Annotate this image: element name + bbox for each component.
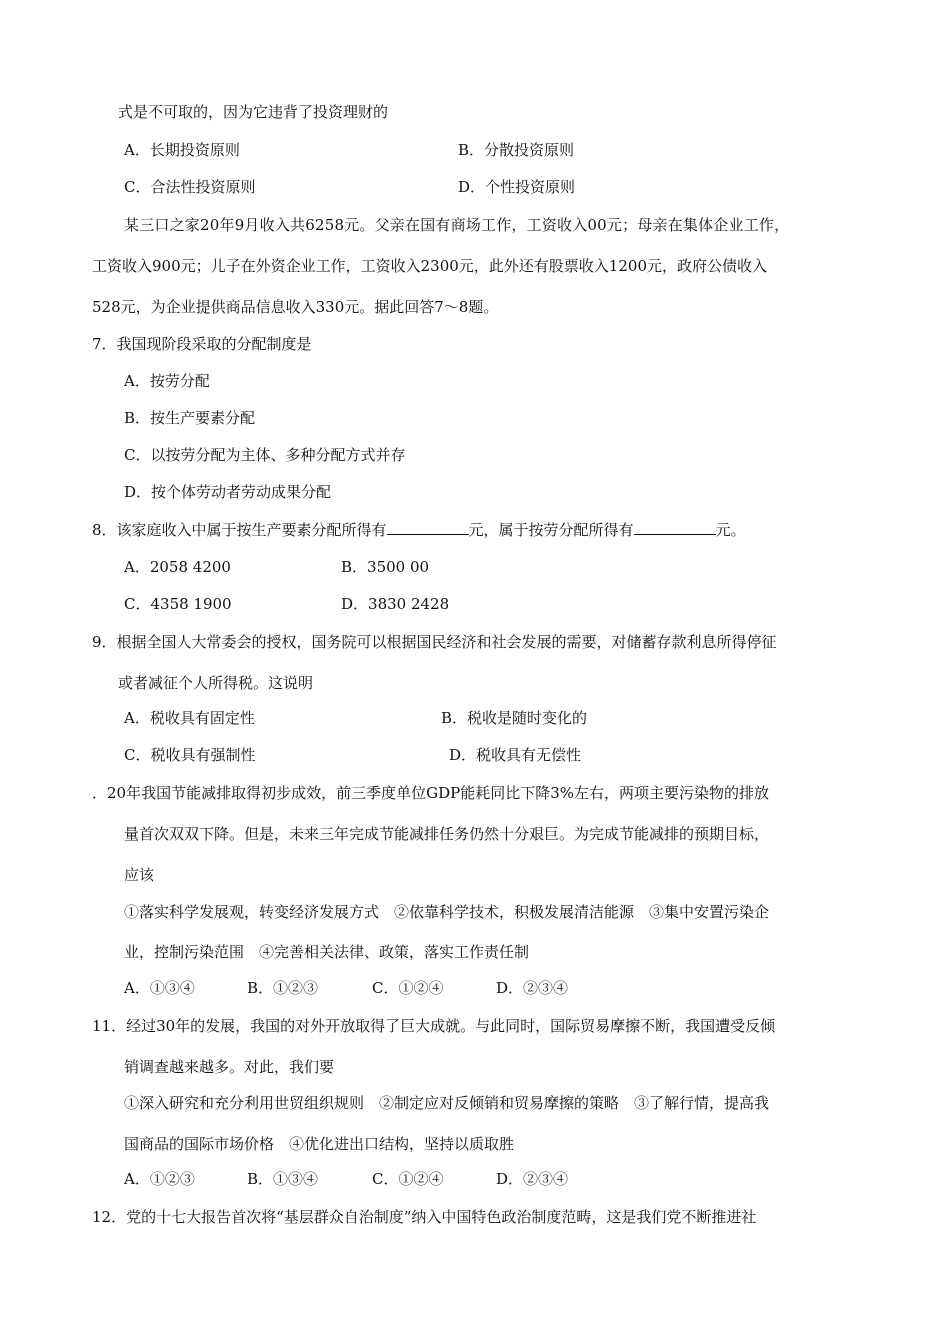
q10-items-line-2: 业，控制污染范围 ④完善相关法律、政策，落实工作责任制	[124, 943, 530, 961]
q11-items-line-2: 国商品的国际市场价格 ④优化进出口结构，坚持以质取胜	[124, 1135, 515, 1153]
q10-items-line-1: ①落实科学发展观，转变经济发展方式 ②依靠科学技术，积极发展清洁能源 ③集中安置污染企	[124, 903, 770, 921]
q9-stem-line-2: 或者减征个人所得税。这说明	[118, 674, 314, 692]
q11-stem-line-2: 销调查越来越多。对此，我们要	[124, 1058, 335, 1076]
q9-stem-line-1: 9．根据全国人大常委会的授权，国务院可以根据国民经济和社会发展的需要，对储蓄存款利息所得停征	[92, 633, 777, 651]
q8-answer-blank-2[interactable]	[634, 520, 716, 535]
q9-option-d: D．税收具有无偿性	[449, 746, 582, 764]
q6-stem-end: 式是不可取的，因为它违背了投资理财的	[118, 103, 389, 121]
q11-option-b: B．①③④	[247, 1170, 319, 1188]
q6-option-c: C．合法性投资原则	[124, 178, 256, 196]
q7-option-c: C．以按劳分配为主体、多种分配方式并存	[124, 446, 406, 464]
q12-stem-line-1: 12．党的十七大报告首次将“基层群众自治制度”纳入中国特色政治制度范畴，这是我们党不断推进社	[92, 1208, 757, 1226]
q7-option-d: D．按个体劳动者劳动成果分配	[124, 483, 332, 501]
q8-stem-part-1: 8．该家庭收入中属于按生产要素分配所得有	[92, 521, 387, 539]
q11-option-c: C．①②④	[372, 1170, 444, 1188]
q10-stem-line-1: ．20年我国节能减排取得初步成效，前三季度单位GDP能耗同比下降3%左右，两项主要污染物的排放	[92, 784, 769, 802]
q9-option-b: B．税收是随时变化的	[441, 709, 588, 727]
q10-option-d: D．②③④	[496, 979, 569, 997]
q6-option-b: B．分散投资原则	[458, 141, 575, 159]
q8-option-d: D．3830 2428	[341, 595, 450, 613]
q7-option-a: A．按劳分配	[124, 372, 210, 390]
q8-stem-part-3: 元。	[715, 521, 746, 539]
q11-items-line-1: ①深入研究和充分利用世贸组织规则 ②制定应对反倾销和贸易摩擦的策略 ③了解行情，提高我	[124, 1094, 770, 1112]
q8-answer-blank-1[interactable]	[387, 520, 469, 535]
q8-stem-part-2: 元，属于按劳分配所得有	[468, 521, 634, 539]
q10-option-c: C．①②④	[372, 979, 444, 997]
q8-stem	[92, 519, 746, 540]
q11-stem-line-1: 11．经过30年的发展，我国的对外开放取得了巨大成就。与此同时，国际贸易摩擦不断，我国遭受反倾	[92, 1017, 776, 1035]
q11-option-d: D．②③④	[496, 1170, 569, 1188]
passage-line-3: 528元，为企业提供商品信息收入330元。据此回答7～8题。	[92, 298, 499, 316]
q8-option-b: B．3500 00	[341, 558, 430, 576]
q9-option-a: A．税收具有固定性	[124, 709, 255, 727]
q10-stem-line-2: 量首次双双下降。但是，未来三年完成节能减排任务仍然十分艰巨。为完成节能减排的预期目标，	[124, 825, 770, 843]
q11-option-a: A．①②③	[124, 1170, 195, 1188]
passage-line-1: 某三口之家20年9月收入共6258元。父亲在国有商场工作，工资收入00元；母亲在集体企业工作，	[124, 216, 790, 234]
q10-option-a: A．①③④	[124, 979, 195, 997]
passage-line-2: 工资收入900元；儿子在外资企业工作，工资收入2300元，此外还有股票收入1200元，政府公债收入	[92, 257, 767, 275]
q10-stem-line-3: 应该	[124, 866, 155, 884]
q8-option-a: A．2058 4200	[124, 558, 231, 576]
q7-stem: 7．我国现阶段采取的分配制度是	[92, 335, 312, 353]
q10-option-b: B．①②③	[247, 979, 319, 997]
q9-option-c: C．税收具有强制性	[124, 746, 256, 764]
q7-option-b: B．按生产要素分配	[124, 409, 256, 427]
q6-option-d: D．个性投资原则	[458, 178, 576, 196]
q6-option-a: A．长期投资原则	[124, 141, 240, 159]
q8-option-c: C．4358 1900	[124, 595, 232, 613]
